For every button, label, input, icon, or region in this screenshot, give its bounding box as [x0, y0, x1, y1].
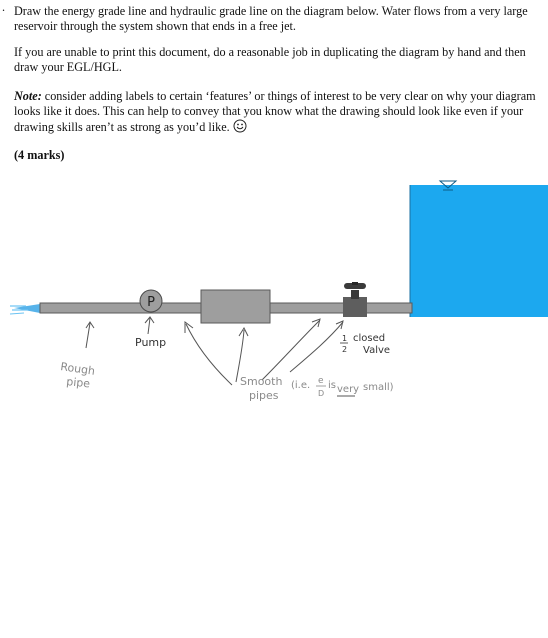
question-number: . — [2, 0, 6, 14]
pipe-fitting — [201, 290, 270, 323]
smooth-label: Smooth — [240, 375, 283, 388]
rough-pipe-label: pipe — [65, 375, 91, 391]
question-note — [14, 89, 544, 135]
small-label: small) — [363, 382, 394, 393]
valve-label: Valve — [363, 345, 391, 356]
closed-label: closed — [353, 333, 386, 344]
pipes-label: pipes — [249, 389, 279, 402]
e-over-d-den: D — [318, 389, 325, 398]
free-jet — [10, 304, 40, 314]
reservoir — [410, 185, 548, 317]
pump — [140, 290, 162, 312]
e-over-d-num: e — [318, 376, 324, 386]
very-label: very — [337, 384, 360, 395]
pump-label: Pump — [135, 336, 167, 349]
ie-label: (i.e. — [291, 380, 311, 391]
pump-symbol: P — [147, 295, 155, 310]
annotation-arrows — [86, 317, 355, 396]
pipe-system-diagram — [0, 170, 548, 420]
note-text: consider adding labels to certain ‘features’ or things of interest to be very clear on why your diagram looks like it does. This can help to convey that you know what the drawing should look like even if your drawing skills aren’t as strong as you’d like. — [14, 89, 536, 134]
valve-fraction-num: 1 — [342, 334, 348, 343]
note-label: Note: — [14, 89, 42, 103]
question-paragraph-1: Draw the energy grade line and hydraulic grade line on the diagram below. Water flows from a very large reservoir through the system shown that ends in a free jet. — [14, 4, 528, 33]
question-paragraph-2: If you are unable to print this document, do a reasonable job in duplicating the diagram by hand and then draw your EGL/HGL. — [14, 45, 526, 74]
smiley-icon — [233, 119, 247, 133]
rough-label: Rough — [59, 360, 96, 378]
valve-icon — [343, 282, 367, 317]
valve-fraction-den: 2 — [342, 345, 348, 354]
marks-label: (4 marks) — [14, 148, 65, 162]
is-label: is — [328, 380, 336, 391]
